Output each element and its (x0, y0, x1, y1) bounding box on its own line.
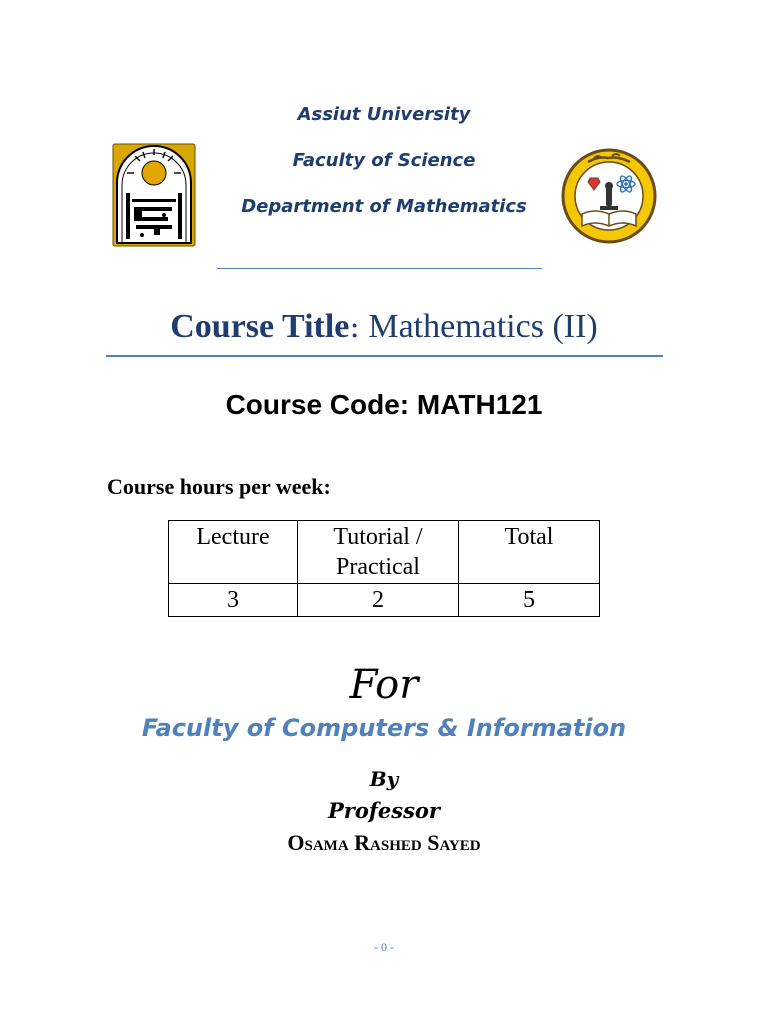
target-faculty (0, 714, 768, 742)
tutorial-hours: 2 (298, 584, 459, 617)
lecture-hours: 3 (169, 584, 298, 617)
course-title-separator: : (349, 309, 360, 345)
table-header-row (169, 521, 600, 584)
department-name: Department of Mathematics (241, 196, 527, 217)
course-code-label: Course Code: (225, 389, 417, 420)
title-underline (106, 355, 663, 357)
author-title: Professor (328, 798, 440, 823)
header-lecture-line-1: Lecture (196, 524, 270, 550)
total-hours: 5 (459, 584, 600, 617)
faculty-of-science-emblem-icon (560, 148, 658, 244)
column-header-lecture (169, 521, 298, 584)
course-title-label: Course Title (170, 308, 350, 345)
assiut-university-seal-icon (112, 143, 196, 247)
header-divider (217, 268, 542, 269)
page-number: - 0 - (374, 940, 394, 954)
header-total-line-1: Total (504, 524, 554, 550)
table-row (169, 584, 600, 617)
header-tutorial-line-2: Practical (336, 554, 420, 580)
course-code (0, 388, 768, 421)
hours-heading: Course hours per week: (107, 474, 331, 499)
faculty-name: Faculty of Science (292, 150, 476, 171)
column-header-total (459, 521, 600, 584)
column-header-tutorial (298, 521, 459, 584)
header-tutorial-line-1: Tutorial / (333, 524, 423, 550)
for-label: For (349, 662, 419, 708)
university-name: Assiut University (297, 104, 471, 125)
course-title-value: Mathematics (II) (359, 308, 598, 345)
target-faculty-text: Faculty of Computers & Information (141, 714, 627, 742)
course-title (0, 308, 768, 346)
hours-table (168, 520, 600, 617)
author-name: Osama Rashed Sayed (287, 830, 481, 855)
course-code-value: MATH121 (416, 389, 543, 420)
by-label: By (369, 767, 399, 791)
